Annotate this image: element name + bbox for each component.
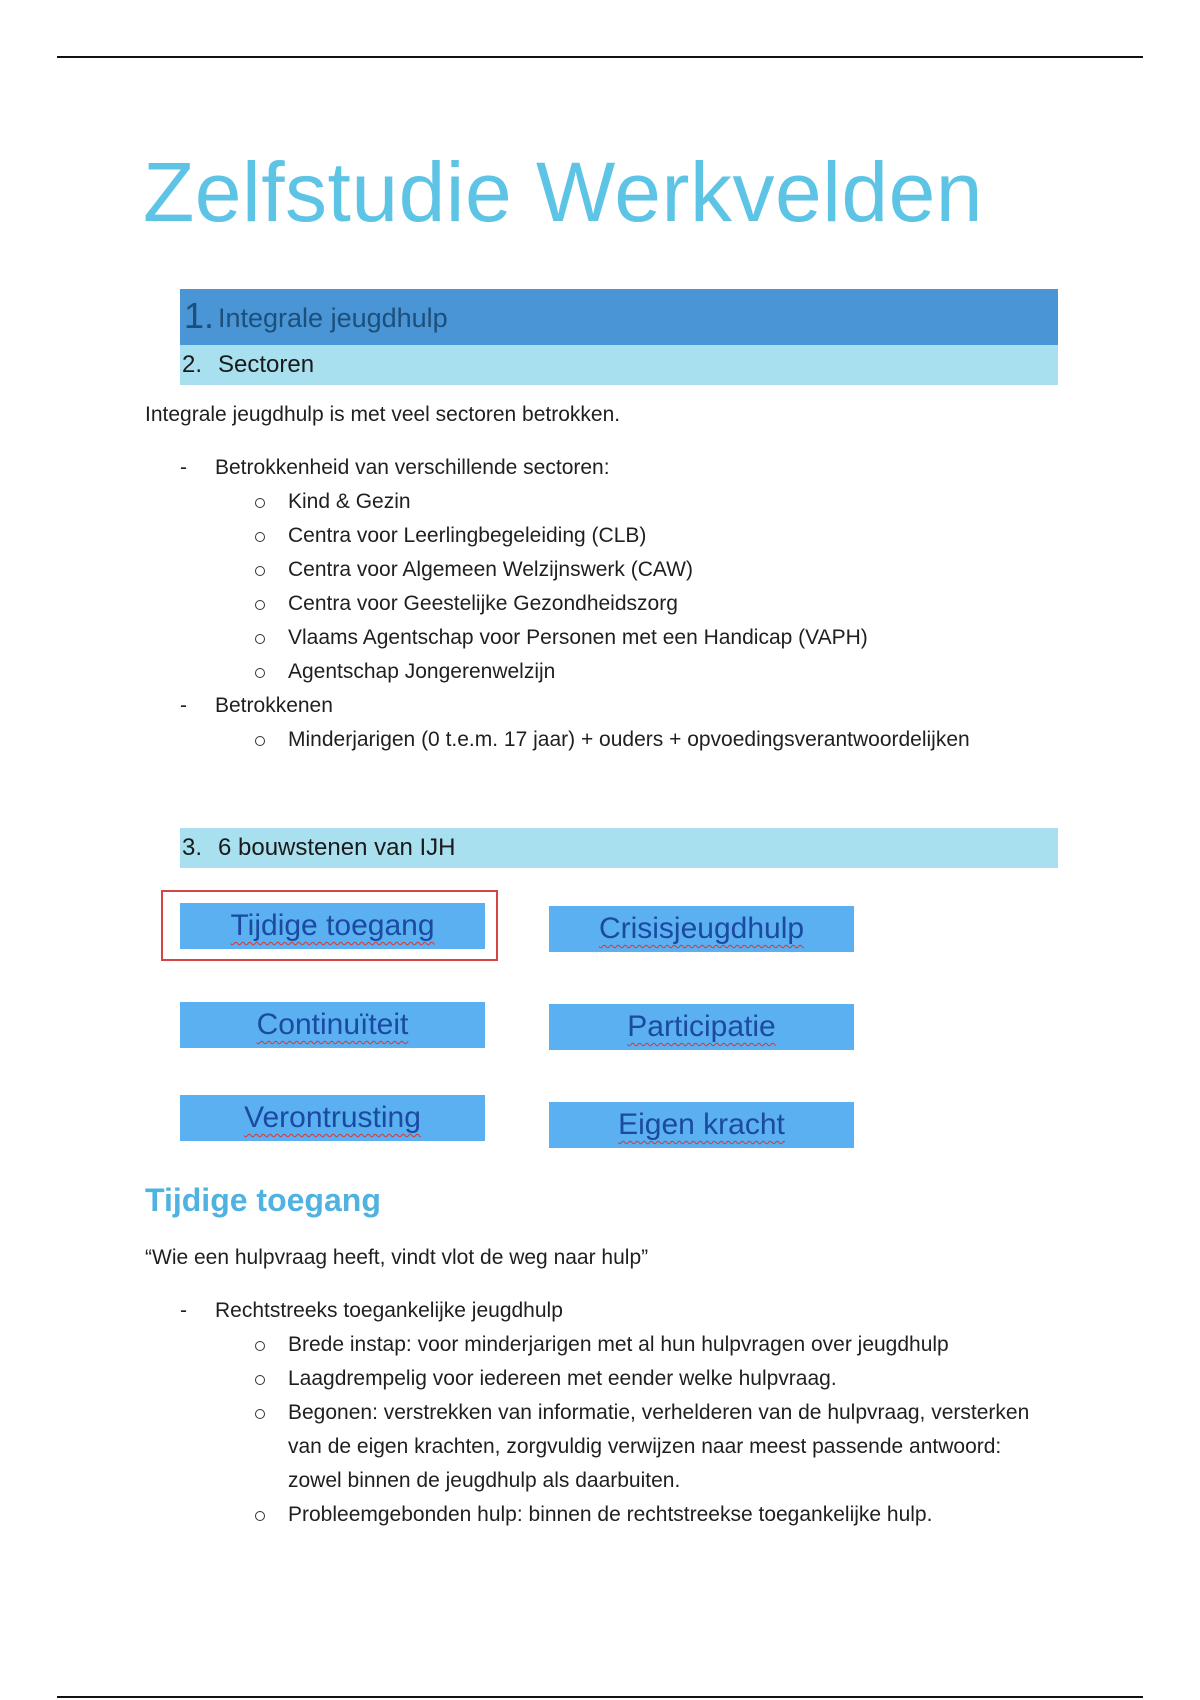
block-tile-tijdige-toegang: Tijdige toegang bbox=[180, 903, 485, 949]
list-subitem bbox=[180, 655, 970, 689]
section-2-number: 2. bbox=[182, 351, 203, 378]
list-subitem-text: Laagdrempelig voor iedereen met eender welke hulpvraag. bbox=[288, 1367, 837, 1390]
list-subitem-text: Probleemgebonden hulp: binnen de rechtstreekse toegankelijke hulp. bbox=[288, 1503, 933, 1526]
list-subitem bbox=[180, 519, 970, 553]
sectors-list bbox=[180, 451, 970, 757]
list-item bbox=[180, 689, 970, 723]
circle-bullet-icon bbox=[255, 600, 265, 610]
heading-section-1 bbox=[180, 289, 1058, 345]
list-subitem-text: Kind & Gezin bbox=[288, 490, 411, 513]
list-subitem bbox=[180, 587, 970, 621]
circle-bullet-icon bbox=[255, 1511, 265, 1521]
list-subitem-text: Begonen: verstrekken van informatie, verhelderen van de hulpvraag, versterken van de eigen krachten, zorgvuldig verwijzen naar meest passende antwoord: zowel binnen de jeugdhulp als daarbuiten. bbox=[288, 1401, 1030, 1492]
section-3-label: 6 bouwstenen van IJH bbox=[218, 834, 456, 861]
top-rule bbox=[57, 56, 1143, 58]
circle-bullet-icon bbox=[255, 1409, 265, 1419]
list-subitem bbox=[180, 1328, 1048, 1362]
list-subitem bbox=[180, 723, 970, 757]
list-subitem bbox=[180, 1396, 1048, 1498]
list-item bbox=[180, 1294, 1048, 1328]
heading-section-3 bbox=[180, 828, 1058, 868]
list-item-text: Betrokkenen bbox=[215, 694, 333, 717]
dash-bullet: - bbox=[180, 1299, 187, 1322]
list-subitem-text: Brede instap: voor minderjarigen met al hun hulpvragen over jeugdhulp bbox=[288, 1333, 949, 1356]
list-item bbox=[180, 451, 970, 485]
block-tile-verontrusting: Verontrusting bbox=[180, 1095, 485, 1141]
circle-bullet-icon bbox=[255, 736, 265, 746]
intro-paragraph: Integrale jeugdhulp is met veel sectoren betrokken. bbox=[145, 403, 621, 426]
dash-bullet: - bbox=[180, 456, 187, 479]
page-title: Zelfstudie Werkvelden bbox=[143, 145, 983, 239]
circle-bullet-icon bbox=[255, 566, 265, 576]
bottom-rule bbox=[57, 1696, 1143, 1698]
list-item-text: Rechtstreeks toegankelijke jeugdhulp bbox=[215, 1299, 563, 1322]
block-tile-crisisjeugdhulp: Crisisjeugdhulp bbox=[549, 906, 854, 952]
circle-bullet-icon bbox=[255, 498, 265, 508]
circle-bullet-icon bbox=[255, 532, 265, 542]
block-tile-eigen-kracht: Eigen kracht bbox=[549, 1102, 854, 1148]
list-subitem bbox=[180, 621, 970, 655]
circle-bullet-icon bbox=[255, 1375, 265, 1385]
list-subitem-text: Agentschap Jongerenwelzijn bbox=[288, 660, 556, 683]
section-2-label: Sectoren bbox=[218, 351, 315, 378]
list-subitem-text: Centra voor Algemeen Welzijnswerk (CAW) bbox=[288, 558, 693, 581]
circle-bullet-icon bbox=[255, 668, 265, 678]
list-subitem bbox=[180, 1498, 1048, 1532]
list-subitem-text: Centra voor Leerlingbegeleiding (CLB) bbox=[288, 524, 647, 547]
list-subitem-text: Vlaams Agentschap voor Personen met een Handicap (VAPH) bbox=[288, 626, 868, 649]
list-subitem-text: Minderjarigen (0 t.e.m. 17 jaar) + ouders + opvoedingsverantwoordelijken bbox=[288, 728, 970, 751]
block-tile-participatie: Participatie bbox=[549, 1004, 854, 1050]
subheading-tijdige-toegang: Tijdige toegang bbox=[145, 1182, 381, 1218]
circle-bullet-icon bbox=[255, 1341, 265, 1351]
access-list bbox=[180, 1294, 1048, 1532]
quote-paragraph: “Wie een hulpvraag heeft, vindt vlot de weg naar hulp” bbox=[145, 1246, 649, 1269]
section-3-number: 3. bbox=[182, 834, 203, 861]
section-1-number: 1. bbox=[184, 295, 215, 336]
section-1-label: Integrale jeugdhulp bbox=[218, 303, 448, 333]
list-subitem bbox=[180, 485, 970, 519]
circle-bullet-icon bbox=[255, 634, 265, 644]
list-subitem bbox=[180, 1362, 1048, 1396]
block-tile-continuiteit: Continuïteit bbox=[180, 1002, 485, 1048]
list-subitem-text: Centra voor Geestelijke Gezondheidszorg bbox=[288, 592, 678, 615]
list-subitem bbox=[180, 553, 970, 587]
dash-bullet: - bbox=[180, 694, 187, 717]
heading-section-2 bbox=[180, 345, 1058, 385]
list-item-text: Betrokkenheid van verschillende sectoren: bbox=[215, 456, 610, 479]
